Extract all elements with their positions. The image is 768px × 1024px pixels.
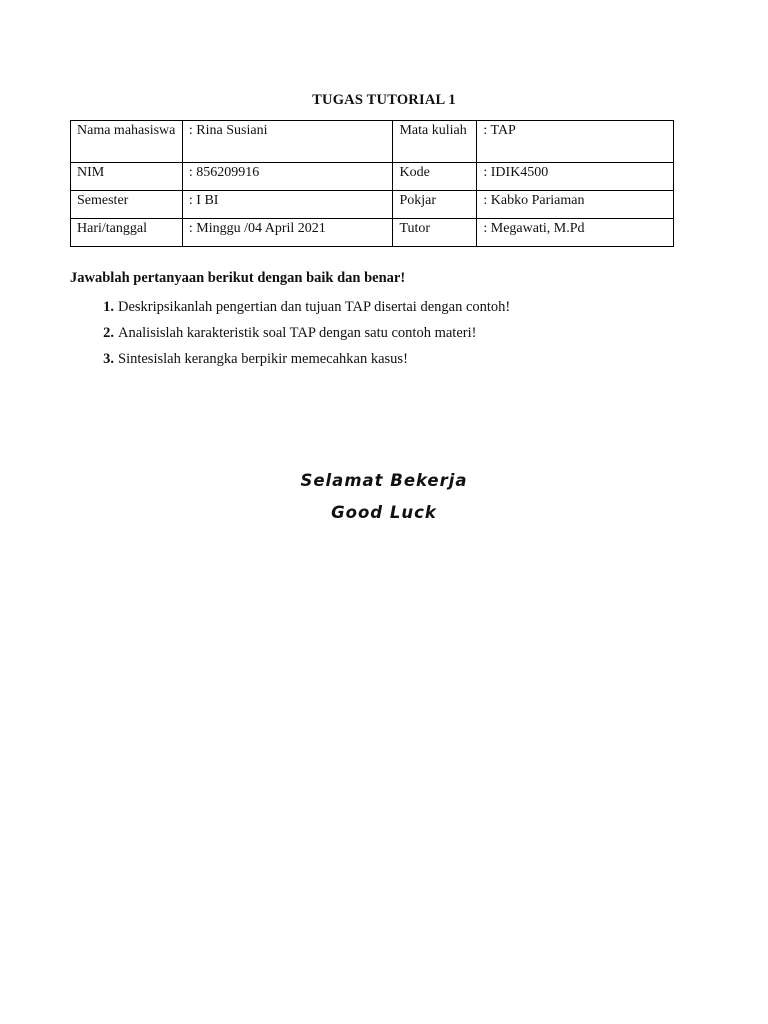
table-row <box>71 121 674 163</box>
table-row <box>71 163 674 191</box>
value-tutor: : Megawati, M.Pd <box>477 219 674 247</box>
list-item <box>70 325 510 351</box>
question-text: Analisislah karakteristik soal TAP dengan satu contoh materi! <box>118 325 477 341</box>
page-title: TUGAS TUTORIAL 1 <box>312 92 456 108</box>
question-number: 2. <box>103 325 114 341</box>
value-nama-mahasiswa: : Rina Susiani <box>182 121 393 163</box>
list-item <box>70 351 510 377</box>
label-hari-tanggal: Hari/tanggal <box>71 219 183 247</box>
value-kode: : IDIK4500 <box>477 163 674 191</box>
question-list <box>70 299 510 377</box>
label-nama-mahasiswa: Nama mahasiswa <box>71 121 183 163</box>
label-semester: Semester <box>71 191 183 219</box>
table-row <box>71 191 674 219</box>
value-hari-tanggal: : Minggu /04 April 2021 <box>182 219 393 247</box>
question-text: Sintesislah kerangka berpikir memecahkan kasus! <box>118 351 408 367</box>
label-nim: NIM <box>71 163 183 191</box>
label-kode: Kode <box>393 163 477 191</box>
student-info-table <box>70 120 674 247</box>
value-mata-kuliah: : TAP <box>477 121 674 163</box>
question-number: 1. <box>103 299 114 315</box>
question-number: 3. <box>103 351 114 367</box>
label-tutor: Tutor <box>393 219 477 247</box>
question-text: Deskripsikanlah pengertian dan tujuan TAP disertai dengan contoh! <box>118 299 511 315</box>
value-nim: : 856209916 <box>182 163 393 191</box>
closing-greeting: Selamat Bekerja <box>300 471 468 490</box>
list-item <box>70 299 510 325</box>
label-mata-kuliah: Mata kuliah <box>393 121 477 163</box>
instruction-heading: Jawablah pertanyaan berikut dengan baik dan benar! <box>70 270 406 286</box>
table-row <box>71 219 674 247</box>
closing-good-luck: Good Luck <box>331 503 437 522</box>
value-pokjar: : Kabko Pariaman <box>477 191 674 219</box>
label-pokjar: Pokjar <box>393 191 477 219</box>
value-semester: : I BI <box>182 191 393 219</box>
